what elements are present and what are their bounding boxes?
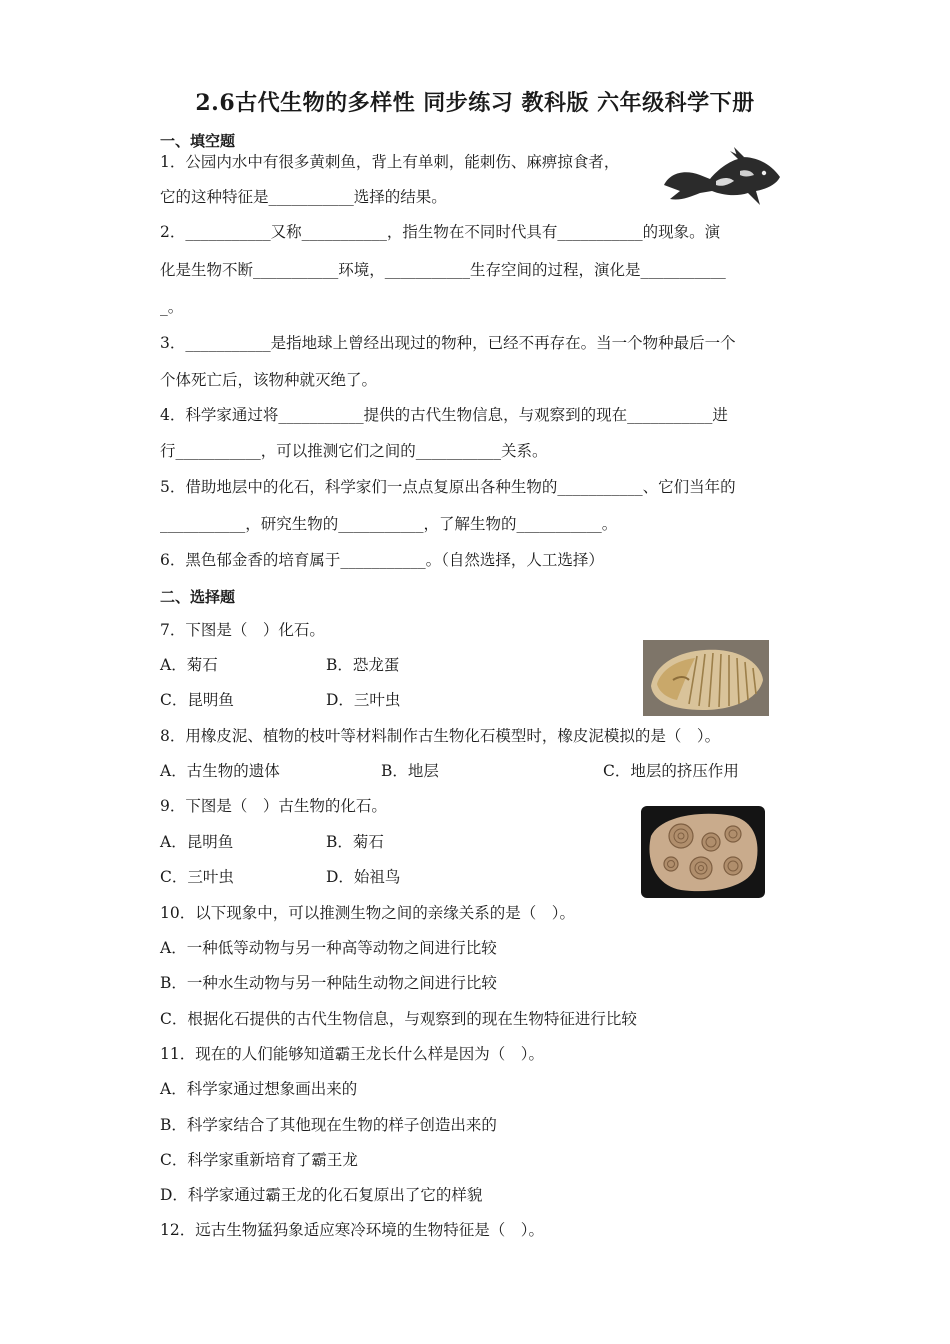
- q1-line-2: 它的这种特征是___________选择的结果。: [160, 188, 447, 206]
- q11-stem: 11．现在的人们能够知道霸王龙长什么样是因为（ ）。: [160, 1045, 544, 1063]
- q8-option-a: A．古生物的遗体: [160, 762, 280, 780]
- q10-option-a: A．一种低等动物与另一种高等动物之间进行比较: [160, 939, 497, 957]
- q7-option-c: C．昆明鱼: [160, 691, 234, 709]
- q7-option-a: A．菊石: [160, 656, 218, 674]
- q9-stem: 9．下图是（ ）古生物的化石。: [160, 797, 387, 815]
- q3-line-2: 个体死亡后，该物种就灭绝了。: [160, 371, 378, 389]
- q5-line-1: 5．借助地层中的化石，科学家们一点点复原出各种生物的___________、它们当年的: [160, 478, 736, 496]
- page-title: 2.6古代生物的多样性 同步练习 教科版 六年级科学下册: [195, 90, 755, 116]
- q10-option-c: C．根据化石提供的古代生物信息，与观察到的现在生物特征进行比较: [160, 1010, 637, 1028]
- q2-line-3: _。: [160, 298, 184, 316]
- q11-option-a: A．科学家通过想象画出来的: [160, 1080, 358, 1098]
- q11-option-d: D．科学家通过霸王龙的化石复原出了它的样貌: [160, 1186, 483, 1204]
- q4-line-1: 4．科学家通过将___________提供的古代生物信息，与观察到的现在___________进: [160, 406, 728, 424]
- q10-stem: 10．以下现象中，可以推测生物之间的亲缘关系的是（ ）。: [160, 904, 575, 922]
- q8-option-c: C．地层的挤压作用: [603, 762, 739, 780]
- q5-line-2: ___________，研究生物的___________，了解生物的___________。: [160, 515, 618, 533]
- q9-option-c: C．三叶虫: [160, 868, 234, 886]
- spiny-fish-image: [660, 147, 784, 219]
- q9-option-d: D．始祖鸟: [326, 868, 401, 886]
- q4-line-2: 行___________，可以推测它们之间的___________关系。: [160, 442, 548, 460]
- q11-option-c: C．科学家重新培育了霸王龙: [160, 1151, 358, 1169]
- section-fill-blank: 一、填空题: [160, 132, 236, 150]
- q2-line-2: 化是生物不断___________环境，___________生存空间的过程，演化是___________: [160, 261, 726, 279]
- q7-stem: 7．下图是（ ）化石。: [160, 621, 325, 639]
- trilobite-fossil-image: [643, 640, 769, 716]
- q6-line: 6．黑色郁金香的培育属于___________。（自然选择，人工选择）: [160, 551, 604, 569]
- q8-stem: 8．用橡皮泥、植物的枝叶等材料制作古生物化石模型时，橡皮泥模拟的是（ ）。: [160, 727, 721, 745]
- q12-stem: 12．远古生物猛犸象适应寒冷环境的生物特征是（ ）。: [160, 1221, 544, 1239]
- ammonite-fossil-image: [641, 806, 765, 898]
- q9-option-a: A．昆明鱼: [160, 833, 234, 851]
- q11-option-b: B．科学家结合了其他现在生物的样子创造出来的: [160, 1116, 497, 1134]
- q7-option-d: D．三叶虫: [326, 691, 401, 709]
- q10-option-b: B．一种水生动物与另一种陆生动物之间进行比较: [160, 974, 497, 992]
- q2-line-1: 2．___________又称___________，指生物在不同时代具有___________的现象。演: [160, 223, 721, 241]
- q7-option-b: B．恐龙蛋: [326, 656, 400, 674]
- q9-option-b: B．菊石: [326, 833, 384, 851]
- q3-line-1: 3．___________是指地球上曾经出现过的物种，已经不再存在。当一个物种最后一个: [160, 334, 736, 352]
- section-multiple-choice: 二、选择题: [160, 588, 236, 606]
- q8-option-b: B．地层: [381, 762, 439, 780]
- q1-line-1: 1．公园内水中有很多黄刺鱼，背上有单刺，能刺伤、麻痹掠食者，: [160, 153, 620, 171]
